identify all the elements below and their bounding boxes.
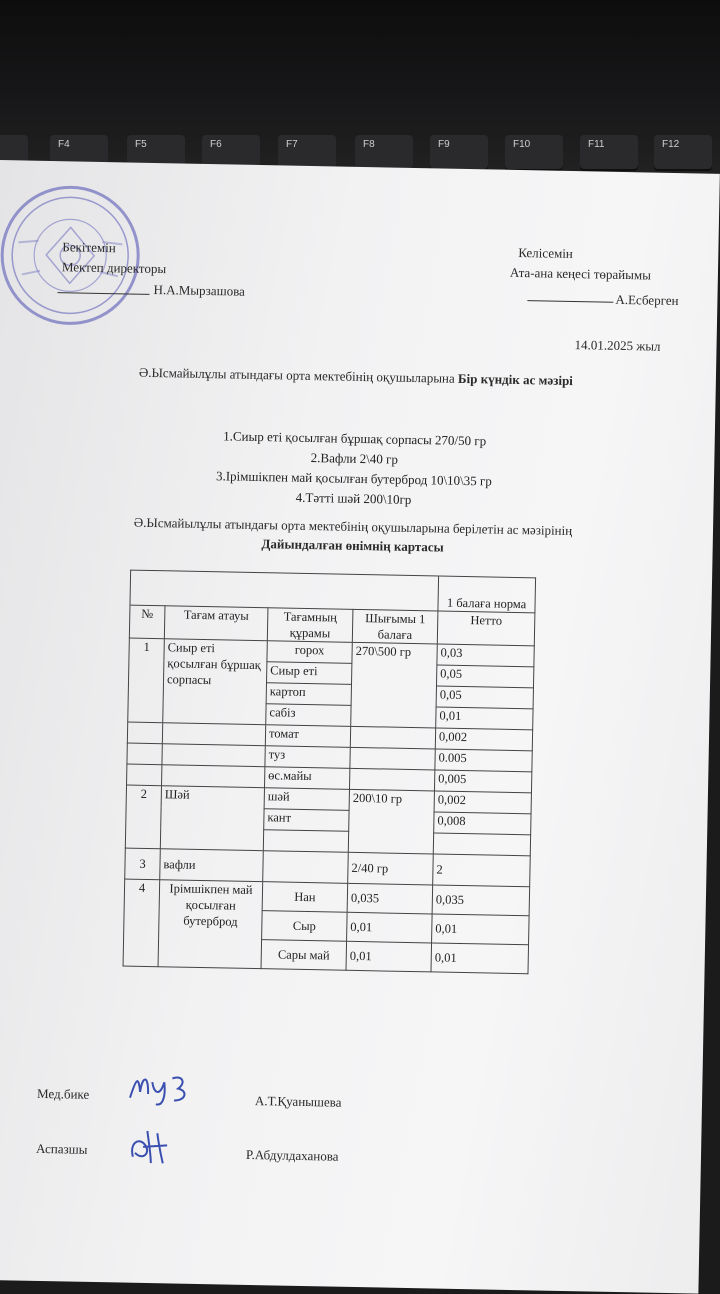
norm-header: 1 балаға норма [438,576,536,613]
key: F11 [580,135,638,169]
menu-item: 2.Вафли 2\40 гр [310,450,399,467]
key: F10 [505,135,563,169]
menu-item: 3.Ірімшікпен май қосылған бутерброд 10\10\35 гр [215,468,492,489]
nurse-role: Мед.бике [36,1085,90,1102]
agree-name: А.Есберген [615,291,679,309]
key: F12 [654,135,712,169]
table-row: Сары май 0,01 0,01 [123,937,528,974]
table-row: томат 0,002 [127,722,532,751]
agree-word: Келісемін [518,244,574,262]
nurse-signature [122,1068,198,1109]
table-row: картоп 0,05 [128,680,533,709]
approve-role: Мектеп директоры [61,259,167,277]
key: F4 [50,135,108,169]
table-row: Сыр 0,01 0,01 [124,908,529,945]
nurse-name: А.Т.Қуанышева [254,1093,342,1110]
menu-document [0,160,720,1294]
menu-title: Ә.Ысмайылұлы атындағы орта мектебінің оқушыларына Бір күндік ас мәзірі [138,364,574,389]
key: F6 [202,135,260,169]
table-row: Сиыр еті 0,05 [129,659,534,688]
table-row: 3 вафли 2/40 гр 2 [125,848,531,887]
approve-name: Н.А.Мырзашова [153,281,246,299]
table-row: туз 0.005 [127,743,532,772]
laptop-keyboard [0,0,720,175]
menu-item: 1.Сиыр еті қосылған бұршақ сорпасы 270/50 гр [223,428,487,449]
table-header-row: № Тағам атауы Тағамның құрамы Шығымы 1 балаға Нетто [129,605,535,646]
table-row: кант 0,008 [126,806,531,835]
approve-word: Бекітемін [62,239,116,256]
table-row: өс.майы 0,005 [127,764,532,793]
key: F8 [355,135,413,169]
document-date: 14.01.2025 жыл [574,337,661,354]
agree-role: Ата-ана кеңесі төрайымы [509,264,652,283]
key: F9 [430,135,488,169]
cook-signature [121,1123,182,1169]
cook-role: Аспазшы [35,1140,88,1157]
cook-name: Р.Абдулдаханова [245,1146,339,1164]
approve-signature-line [57,278,149,295]
key: F7 [278,135,336,169]
table-row: 2 Шәй шәй 200\10 гр 0,002 [126,785,531,814]
table-row: 4 Ірімшікпен май қосылған бутерброд Нан 0,035 0,035 [124,879,529,916]
school-seal-stamp [0,182,150,335]
table-row: сабіз 0,01 [128,701,533,730]
card-title-line2: Дайындалған өнімнің картасы [261,536,444,555]
menu-list [0,422,715,516]
card-title-line1: Ә.Ысмайылұлы атындағы орта мектебінің оқушыларына берілетін ас мәзірінің [133,514,573,539]
key: F5 [127,135,185,169]
product-card-table [123,570,537,975]
agree-signature-line [527,286,613,303]
table-row: 1 Сиыр еті қосылған бұршақ сорпасы горох 270\500 гр 0,03 [129,638,534,667]
menu-item: 4.Тәтті шәй 200\10гр [295,489,412,507]
